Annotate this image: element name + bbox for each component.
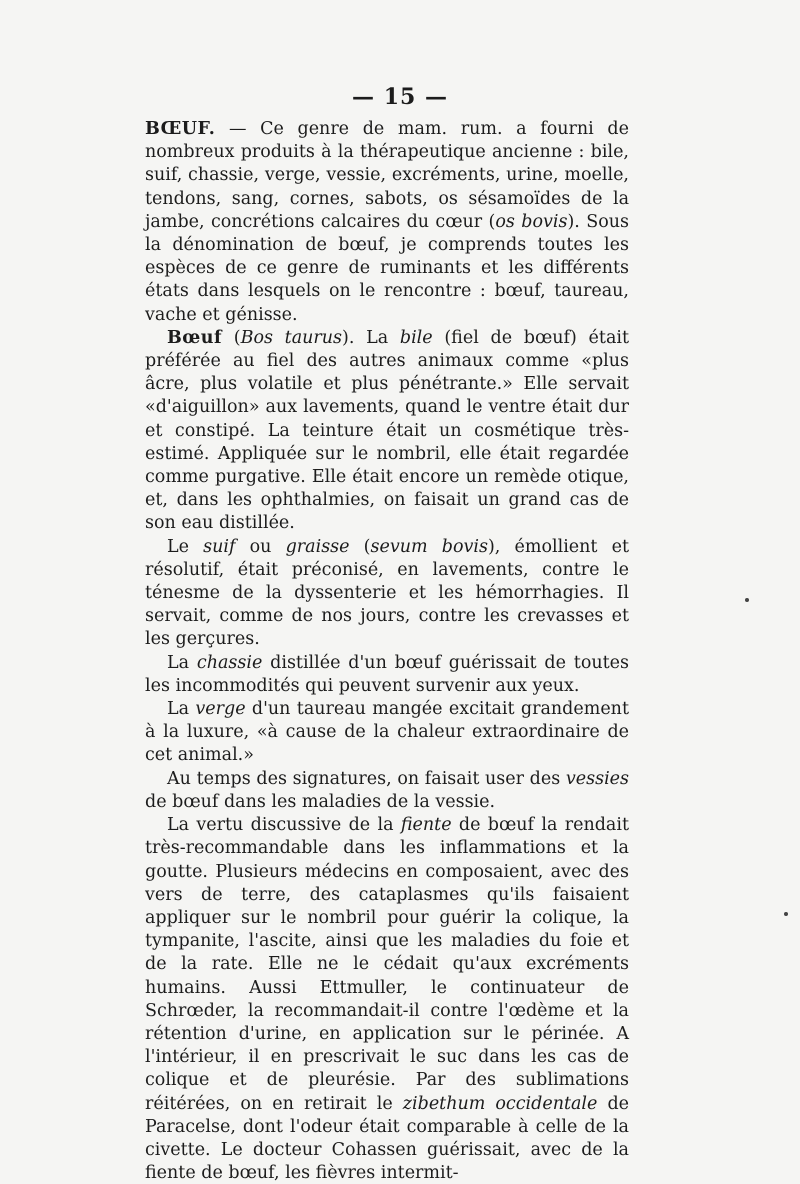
body-text — [145, 118, 629, 1184]
text-run: La — [167, 699, 196, 720]
italic-term: zibethum occidentale — [402, 1093, 598, 1114]
italic-term: sevum bovis — [370, 536, 488, 557]
italic-term: Bos taurus — [240, 327, 343, 348]
paragraph-suif — [145, 536, 629, 652]
paragraph-verge — [145, 698, 629, 768]
text-run: Le — [167, 536, 204, 557]
text-run: d'un taureau mangée excitait grandement à la luxure, «à cause de la chaleur extraordinaire de cet animal.» — [145, 699, 629, 766]
text-run: de Paracelse, dont l'odeur était comparable à celle de la civette. Le docteur Cohassen guérissait, avec de la fiente de bœuf, les fièvres intermit- — [145, 1093, 630, 1184]
text-run: ). Sous la dénomination de bœuf, je comprends toutes les espèces de ce genre de ruminants et les différents états dans lesquels on le rencontre : bœuf, taureau, vache et génisse. — [145, 211, 630, 325]
italic-term: chassie — [196, 652, 263, 673]
text-run: ). La — [342, 327, 400, 348]
text-run: ), émollient et résolutif, était préconisé, en lavements, contre le ténesme de la dyssenterie et les hémorrhagies. Il servait, comme de nos jours, contre les crevasses et les gerçures. — [145, 536, 630, 650]
text-run: ( — [222, 327, 241, 348]
text-run: La — [167, 652, 197, 673]
italic-term: os bovis — [495, 211, 568, 232]
italic-term: suif — [203, 536, 236, 557]
text-run: de bœuf dans les maladies de la vessie. — [145, 791, 496, 812]
italic-term: bile — [399, 327, 433, 348]
text-run: (fiel de bœuf) était préférée au fiel des autres animaux comme «plus âcre, plus volatile et plus pénétrante.» Elle servait «d'aiguillon» aux lavements, quand le ventre était dur et constipé. La teinture était un cosmétique très-estimé. Appliquée sur le nombril, elle était regardée comme purgative. Elle était encore un remède otique, et, dans les ophthalmies, on faisait un grand cas de son eau distillée. — [145, 327, 630, 534]
italic-term: vessies — [565, 768, 629, 789]
paragraph-vessie — [145, 768, 629, 814]
text-run: distillée d'un bœuf guérissait de toutes les incommodités qui peuvent survenir aux yeux. — [145, 652, 629, 696]
text-run: ( — [349, 536, 371, 557]
headword: BŒUF. — [145, 119, 216, 139]
text-run: ou — [235, 536, 286, 557]
text-run: — Ce genre de mam. rum. a fourni de nombreux produits à la thérapeutique ancienne : bile, suif, chassie, verge, vessie, excréments, urine, moelle, tendons, sang, cornes, sabots, os sésamoïdes de la jambe, concrétions calcaires du cœur ( — [145, 119, 629, 232]
headword: Bœuf — [167, 327, 223, 348]
paragraph-bile — [145, 327, 629, 536]
italic-term: graisse — [285, 536, 350, 557]
text-run: La vertu discussive de la — [167, 815, 401, 836]
scan-speck — [745, 598, 749, 602]
paragraph-intro — [145, 118, 629, 327]
scan-speck — [784, 912, 788, 916]
text-run: de bœuf la rendait très-recommandable dans les inflammations et la goutte. Plusieurs médecins en composaient, avec des vers de terre, des cataplasmes qu'ils faisaient appliquer sur le nombril pour guérir la colique, la tympanite, l'ascite, ainsi que les maladies du foie et de la rate. Elle ne le cédait qu'aux excréments humains. Aussi Ettmuller, le continuateur de Schrœder, la recommandait-il contre l'œdème et la rétention d'urine, en application sur le périnée. A l'intérieur, il en prescrivait le suc dans les cas de colique et de pleurésie. Par des sublimations réitérées, on en retirait le — [145, 815, 629, 1114]
paragraph-chassie — [145, 652, 629, 698]
paragraph-fiente — [145, 814, 629, 1184]
text-run: Au temps des signatures, on faisait user des — [167, 768, 566, 789]
italic-term: fiente — [400, 815, 452, 836]
page-number: — 15 — — [352, 84, 448, 110]
italic-term: verge — [195, 699, 246, 720]
